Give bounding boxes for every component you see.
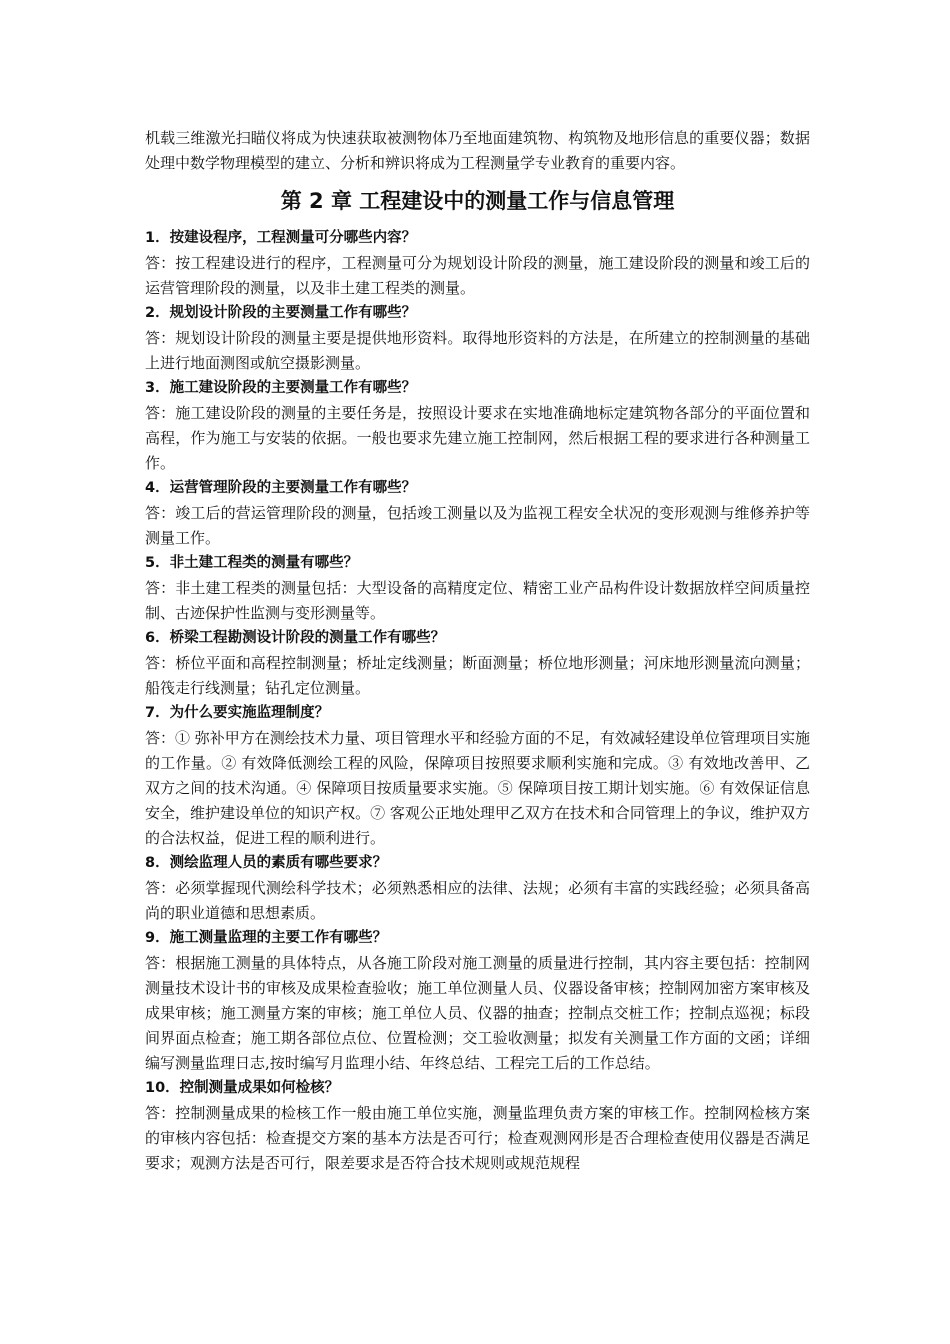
answer-9: 答：根据施工测量的具体特点，从各施工阶段对施工测量的质量进行控制，其内容主要包括：控制网测量技术设计书的审核及成果检查验收；施工单位测量人员、仪器设备审核；控制网加密方案审核及成果审核；施工测量方案的审核；施工单位人员、仪器的抽查；控制点交桩工作；控制点巡视；标段间界面点检查；施工期各部位点位、位置检测；交工验收测量；拟发有关测量工作方面的文函；详细编写测量监理日志,按时编写月监理小结、年终总结、工程完工后的工作总结。 — [145, 954, 810, 1072]
answer-8: 答：必须掌握现代测绘科学技术；必须熟悉相应的法律、法规；必须有丰富的实践经验；必须具备高尚的职业道德和思想素质。 — [145, 879, 810, 922]
document-page — [145, 126, 810, 1176]
question-5: 5．非土建工程类的测量有哪些？ — [145, 555, 359, 571]
answer-5: 答：非土建工程类的测量包括：大型设备的高精度定位、精密工业产品构件设计数据放样空间质量控制、古迹保护性监测与变形测量等。 — [145, 579, 810, 622]
answer-1: 答：按工程建设进行的程序，工程测量可分为规划设计阶段的测量，施工建设阶段的测量和竣工后的运营管理阶段的测量，以及非土建工程类的测量。 — [145, 254, 810, 297]
answer-10: 答：控制测量成果的检核工作一般由施工单位实施，测量监理负责方案的审核工作。控制网检核方案的审核内容包括：检查提交方案的基本方法是否可行；检查观测网形是否合理检查使用仪器是否满足要求；观测方法是否可行，限差要求是否符合技术规则或规范规程 — [145, 1104, 810, 1172]
question-4: 4．运营管理阶段的主要测量工作有哪些？ — [145, 480, 417, 496]
question-7: 7．为什么要实施监理制度？ — [145, 705, 330, 721]
question-10: 10．控制测量成果如何检核？ — [145, 1080, 340, 1096]
answer-7: 答：① 弥补甲方在测绘技术力量、项目管理水平和经验方面的不足，有效减轻建设单位管理项目实施的工作量。② 有效降低测绘工程的风险，保障项目按照要求顺利实施和完成。③ 有效地改善甲、乙双方之间的技术沟通。④ 保障项目按质量要求实施。⑤ 保障项目按工期计划实施。⑥ 有效保证信息安全，维护建设单位的知识产权。⑦ 客观公正地处理甲乙双方在技术和合同管理上的争议，维护双方的合法权益，促进工程的顺利进行。 — [145, 729, 810, 847]
intro-paragraph: 机载三维激光扫瞄仪将成为快速获取被测物体乃至地面建筑物、构筑物及地形信息的重要仪器；数据处理中数学物理模型的建立、分析和辨识将成为工程测量学专业教育的重要内容。 — [145, 129, 810, 172]
answer-2: 答：规划设计阶段的测量主要是提供地形资料。取得地形资料的方法是，在所建立的控制测量的基础上进行地面测图或航空摄影测量。 — [145, 329, 810, 372]
question-9: 9．施工测量监理的主要工作有哪些？ — [145, 930, 388, 946]
question-3: 3．施工建设阶段的主要测量工作有哪些？ — [145, 380, 417, 396]
answer-6: 答：桥位平面和高程控制测量；桥址定线测量；断面测量；桥位地形测量；河床地形测量流向测量；船筏走行线测量；钻孔定位测量。 — [145, 654, 810, 697]
question-6: 6．桥梁工程勘测设计阶段的测量工作有哪些？ — [145, 630, 446, 646]
question-1: 1．按建设程序，工程测量可分哪些内容？ — [145, 230, 417, 246]
question-2: 2．规划设计阶段的主要测量工作有哪些？ — [145, 305, 417, 321]
chapter-title: 第 2 章 工程建设中的测量工作与信息管理 — [280, 189, 675, 213]
answer-4: 答：竣工后的营运管理阶段的测量，包括竣工测量以及为监视工程安全状况的变形观测与维修养护等测量工作。 — [145, 504, 810, 547]
answer-3: 答：施工建设阶段的测量的主要任务是，按照设计要求在实地准确地标定建筑物各部分的平面位置和高程，作为施工与安装的依据。一般也要求先建立施工控制网，然后根据工程的要求进行各种测量工作。 — [145, 404, 810, 472]
qa-section — [145, 226, 810, 1176]
question-8: 8．测绘监理人员的素质有哪些要求？ — [145, 855, 388, 871]
